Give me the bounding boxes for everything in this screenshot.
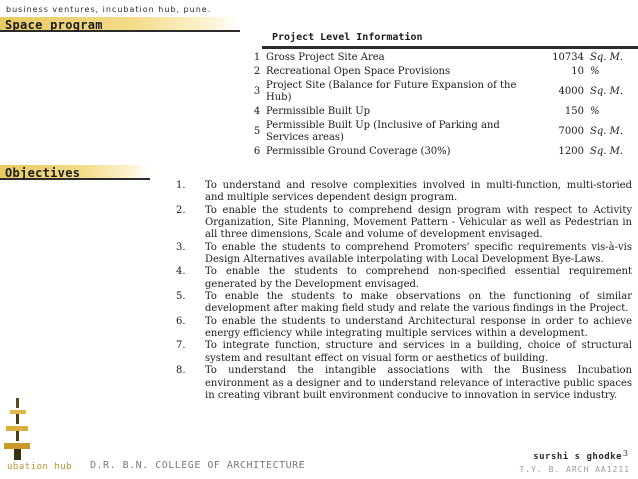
row-unit: %	[590, 66, 600, 77]
project-level-heading: Project Level Information	[272, 32, 423, 43]
page-number: 3	[622, 449, 628, 458]
table-row	[250, 79, 638, 105]
row-value: 4000	[558, 86, 584, 97]
list-item	[176, 316, 632, 341]
objective-number: 4.	[176, 266, 186, 278]
row-number: 1	[253, 52, 261, 63]
incubation-hub-label: ubation hub	[7, 462, 73, 472]
objective-number: 3.	[176, 241, 186, 253]
row-value: 10	[571, 66, 584, 77]
row-label: Permissible Ground Coverage (30%)	[266, 146, 451, 157]
table-row	[250, 65, 638, 79]
college-name: D.R. B.N. COLLEGE OF ARCHITECTURE	[90, 460, 306, 471]
objectives-title: Objectives	[5, 166, 81, 180]
row-unit: Sq. M.	[590, 126, 624, 137]
objective-number: 8.	[176, 365, 186, 377]
row-value: 7000	[558, 126, 584, 137]
objectives-bar	[0, 165, 150, 180]
row-value: 150	[564, 106, 584, 117]
row-unit: Sq. M.	[590, 146, 624, 157]
list-item	[176, 205, 632, 242]
objective-text: To enable the students to comprehend design program with respect to Activity Organization, Site Planning, Movement Pattern - Vehicular as well as Pedestrian in all three dimensions, Scale and volume of development envisaged.	[205, 204, 632, 241]
row-number: 5	[253, 126, 261, 137]
heading-underline	[262, 46, 638, 49]
hub-logo-icon	[4, 398, 32, 460]
row-number: 3	[253, 86, 261, 97]
row-label: Gross Project Site Area	[266, 52, 385, 63]
row-unit: %	[590, 106, 600, 117]
list-item	[176, 365, 632, 402]
row-unit: Sq. M.	[590, 86, 624, 97]
list-item	[176, 291, 632, 316]
class-code: T.Y. B. ARCH AA1211	[519, 465, 630, 474]
space-program-title: Space program	[5, 18, 103, 32]
row-label: Permissible Built Up (Inclusive of Parking and Services areas)	[266, 120, 500, 143]
objective-text: To understand and resolve complexities involved in multi-function, multi-storied and multiple services dependent design program.	[205, 180, 632, 204]
table-row	[250, 119, 638, 145]
row-value: 10734	[552, 52, 584, 63]
list-item	[176, 242, 632, 267]
author-name: surshi s ghodke	[533, 452, 622, 462]
objective-number: 7.	[176, 340, 186, 352]
list-item	[176, 180, 632, 205]
row-number: 2	[253, 66, 261, 77]
objective-number: 6.	[176, 315, 186, 327]
row-label: Project Site (Balance for Future Expansion of the Hub)	[266, 80, 517, 103]
list-item	[176, 340, 632, 365]
objective-text: To enable the students to make observations on the functioning of similar development after making field study and relate the various findings in the Project.	[205, 291, 632, 315]
row-label: Permissible Built Up	[266, 106, 371, 117]
row-number: 4	[253, 106, 261, 117]
row-unit: Sq. M.	[590, 52, 624, 63]
objective-text: To enable the students to comprehend Promoters' specific requirements vis-à-vis Design Alternatives available interpolating with Local Development Bye-Laws.	[205, 241, 632, 266]
table-row	[250, 105, 638, 119]
row-value: 1200	[558, 146, 584, 157]
objective-number: 2.	[176, 204, 186, 216]
row-number: 6	[253, 146, 261, 157]
project-info-table	[250, 51, 638, 159]
objective-number: 5.	[176, 291, 186, 303]
objective-text: To enable the students to understand Architectural response in order to achieve energy efficiency while integrating multiple services within a development.	[205, 315, 632, 340]
header-topline: business ventures, incubation hub, pune.	[6, 5, 212, 14]
space-program-bar	[0, 17, 240, 32]
row-label: Recreational Open Space Provisions	[266, 66, 451, 77]
objective-number: 1.	[176, 180, 186, 191]
table-row	[250, 51, 638, 65]
table-row	[250, 145, 638, 159]
objective-text: To enable the students to comprehend non-specified essential requirement generated by the Development envisaged.	[205, 266, 632, 290]
objectives-list	[176, 180, 632, 402]
objective-text: To integrate function, structure and services in a building, choice of structural system and resultant effect on visual form or aesthetics of building.	[205, 340, 632, 364]
objective-text: To understand the intangible associations with the Business Incubation environment as a designer and to understand relevance of interactive public spaces in creating vibrant built environment conducive to innovation in service industry.	[205, 365, 632, 401]
list-item	[176, 266, 632, 291]
